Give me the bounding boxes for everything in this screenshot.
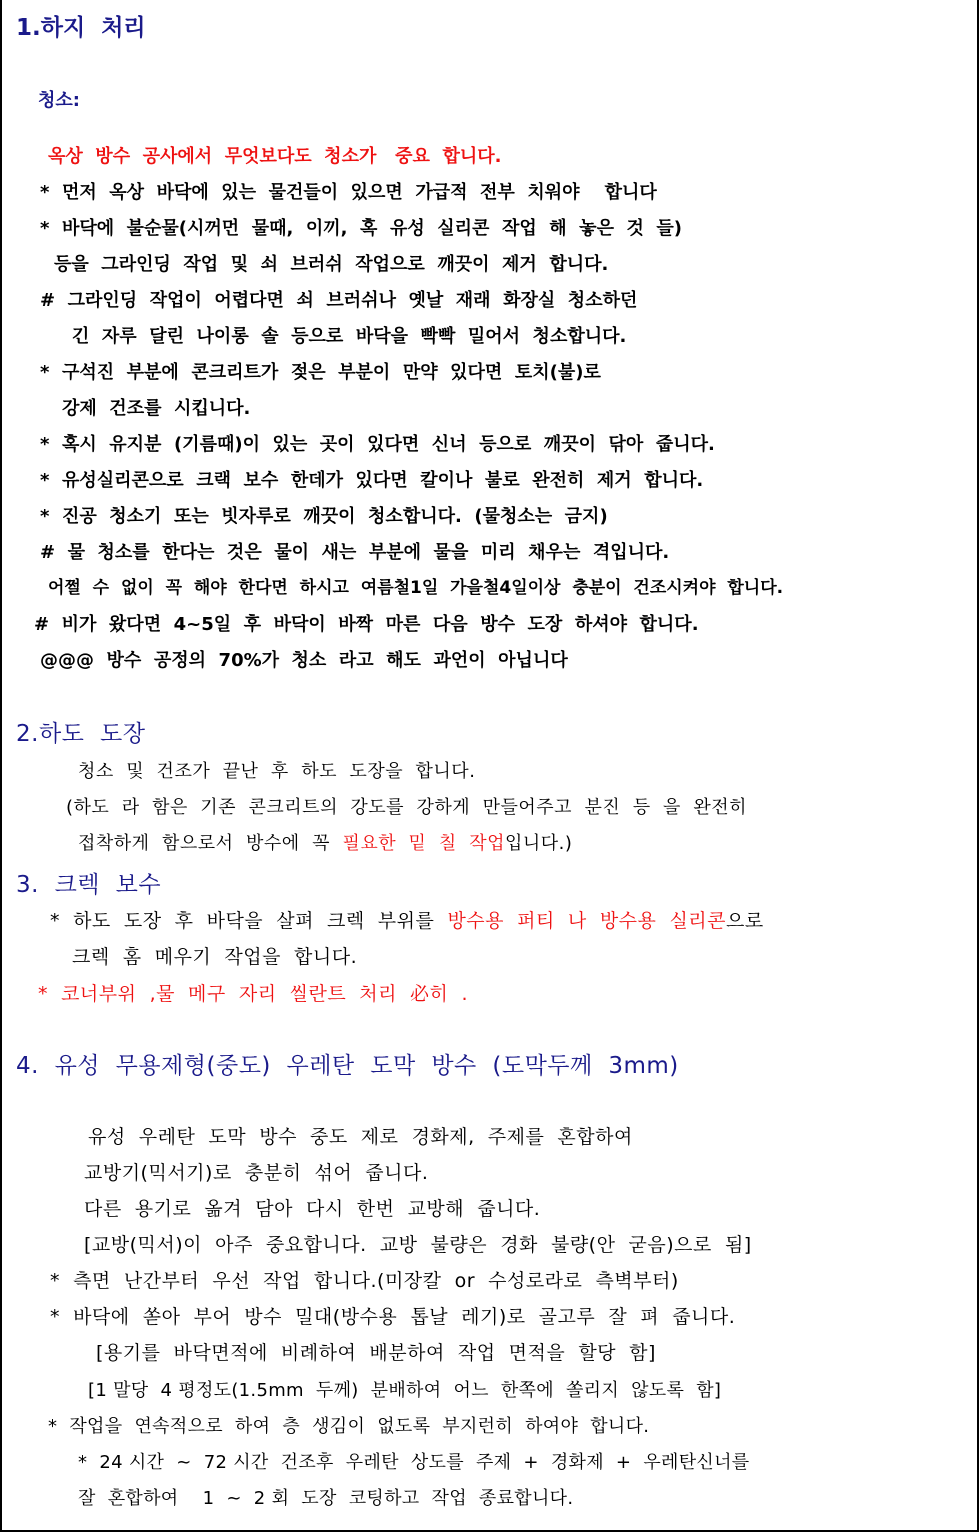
section-4-line: * 작업을 연속적으로 하여 층 생김이 없도록 부지런히 하여야 합니다. — [48, 1416, 650, 1437]
section-1-line: # 비가 왔다면 4~5일 후 바닥이 바짝 마른 다음 방수 도장 하셔야 합니다. — [34, 614, 699, 635]
section-1-title: 1.하지 처리 — [16, 15, 146, 41]
section-1-line: @@@ 방수 공정의 70%가 청소 라고 해도 과언이 아닙니다 — [40, 650, 568, 671]
section-4-line: 잘 혼합하여 1 ~ 2 회 도장 코팅하고 작업 종료합니다. — [78, 1488, 574, 1509]
section-4-title: 4. 유성 무용제형(중도) 우레탄 도막 방수 (도막두께 3mm) — [16, 1053, 679, 1079]
section-1-subtitle: 청소: — [38, 90, 80, 111]
section-4-line: 교방기(믹서기)로 충분히 섞어 줍니다. — [84, 1162, 429, 1184]
section-1-line: # 물 청소를 한다는 것은 물이 새는 부분에 물을 미리 채우는 격입니다. — [40, 542, 670, 563]
section-1-line: 어쩔 수 없이 꼭 해야 한다면 하시고 여름철1일 가을철4일이상 충분이 건조시켜야 합니다. — [48, 578, 784, 598]
section-4-line: * 바닥에 쏟아 부어 방수 밀대(방수용 톱날 레기)로 골고루 잘 펴 줍니다. — [50, 1306, 736, 1328]
section-1-line: * 구석진 부분에 콘크리트가 젖은 부분이 만약 있다면 토치(불)로 — [40, 362, 601, 383]
section-2-title: 2.하도 도장 — [16, 721, 146, 747]
section-4-line: * 24 시간 ~ 72 시간 건조후 우레탄 상도를 주제 + 경화제 + 우레탄신너를 — [78, 1452, 750, 1473]
highlight-text: 필요한 밑 칠 작업 — [342, 833, 505, 854]
section-2-line: 청소 및 건조가 끝난 후 하도 도장을 합니다. — [78, 761, 476, 782]
section-1-lead: 옥상 방수 공사에서 무엇보다도 청소가 중요 합니다. — [48, 146, 502, 167]
section-1-line: * 진공 청소기 또는 빗자루로 깨끗이 청소합니다. (물청소는 금지) — [40, 506, 608, 527]
section-1-line: * 유성실리콘으로 크랙 보수 한데가 있다면 칼이나 불로 완전히 제거 합니다. — [40, 470, 704, 491]
section-2-line: 접착하게 함으로서 방수에 꼭 필요한 밑 칠 작업입니다.) — [78, 833, 573, 854]
section-1-line: 강제 건조를 시킵니다. — [62, 398, 251, 419]
section-4-line: 유성 우레탄 도막 방수 중도 제로 경화제, 주제를 혼합하여 — [88, 1126, 633, 1148]
section-1-line: 등을 그라인딩 작업 및 쇠 브러쉬 작업으로 깨끗이 제거 합니다. — [54, 254, 609, 275]
section-1-line: * 혹시 유지분 (기름때)이 있는 곳이 있다면 신너 등으로 깨끗이 닦아 줍니다. — [40, 434, 715, 455]
highlight-text: 방수용 퍼티 나 방수용 실리콘 — [447, 910, 727, 932]
section-4-line: 다른 용기로 옮겨 담아 다시 한번 교방해 줍니다. — [84, 1198, 541, 1220]
section-4-line: [교방(믹서)이 아주 중요합니다. 교방 불량은 경화 불량(안 굳음)으로 됨] — [84, 1234, 752, 1256]
section-1-line: # 그라인딩 작업이 어렵다면 쇠 브러쉬나 옛날 재래 화장실 청소하던 — [40, 290, 638, 311]
section-3-line: 크렉 홈 메우기 작업을 합니다. — [72, 946, 358, 968]
section-1-line: * 바닥에 불순물(시꺼먼 물때, 이끼, 혹 유성 실리콘 작업 해 놓은 것 들) — [40, 218, 683, 239]
section-1-line: 긴 자루 달린 나이롱 솔 등으로 바닥을 빡빡 밀어서 청소합니다. — [72, 326, 627, 347]
section-4-line: [1 말당 4 평정도(1.5mm 두께) 분배하여 어느 한쪽에 쏠리지 않도록 함] — [88, 1380, 722, 1401]
section-2-line: (하도 라 함은 기존 콘크리트의 강도를 강하게 만들어주고 분진 등 을 완전히 — [66, 797, 748, 818]
section-4-line: * 측면 난간부터 우선 작업 합니다.(미장칼 or 수성로라로 측벽부터) — [50, 1270, 679, 1292]
section-4-line: [용기를 바닥면적에 비례하여 배분하여 작업 면적을 할당 함] — [96, 1342, 656, 1364]
section-3-line: * 하도 도장 후 바닥을 살펴 크렉 부위를 방수용 퍼티 나 방수용 실리콘으로 — [50, 910, 764, 932]
section-1-line: * 먼저 옥상 바닥에 있는 물건들이 있으면 가급적 전부 치워야 합니다 — [40, 182, 657, 203]
section-3-line: * 코너부위 ,물 메구 자리 씰란트 처리 必히 . — [38, 983, 469, 1005]
section-3-title: 3. 크렉 보수 — [16, 872, 162, 898]
